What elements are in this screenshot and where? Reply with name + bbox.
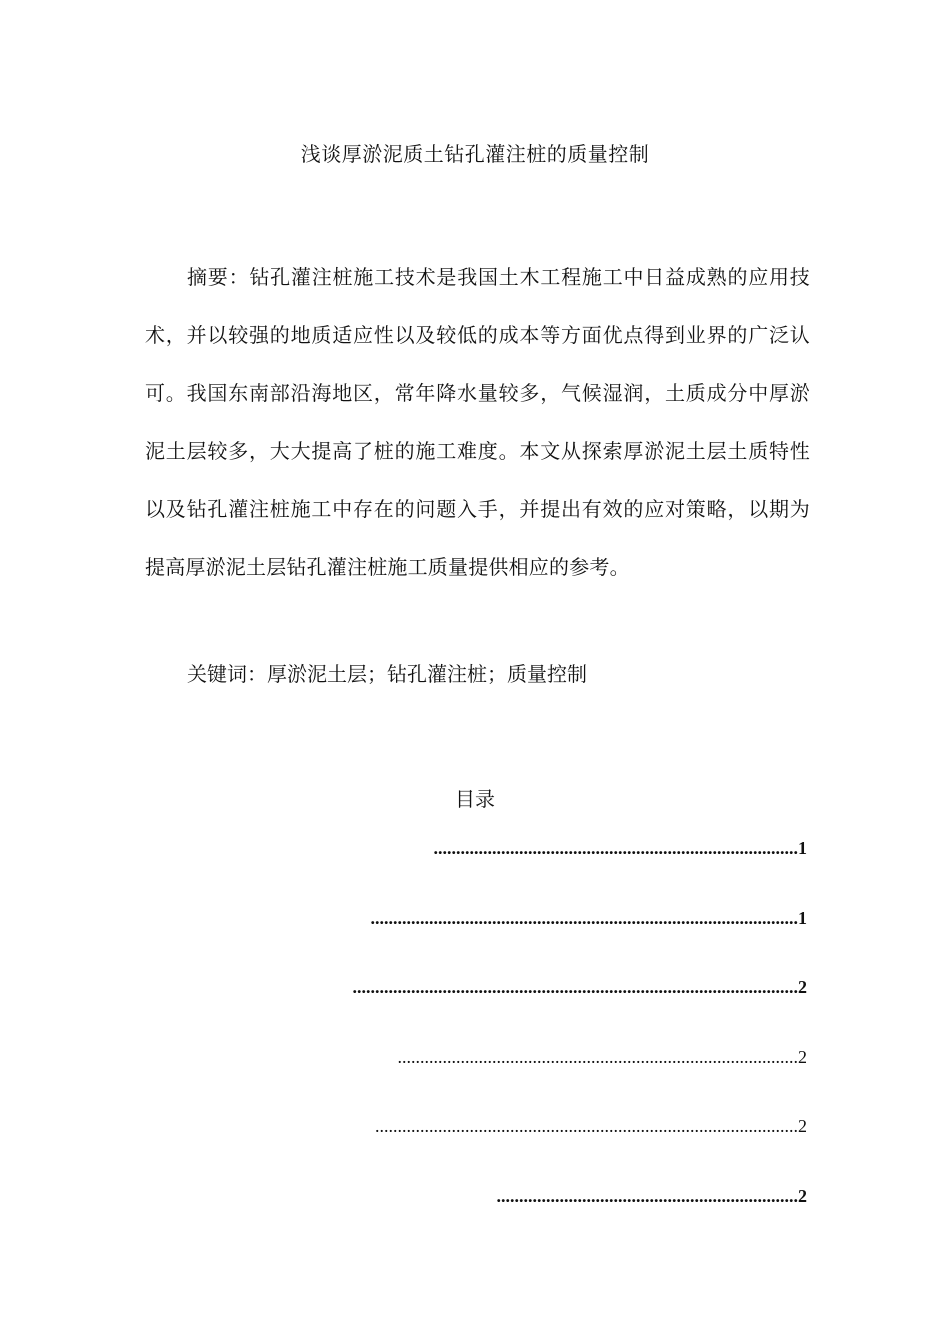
- toc-page-number: 2: [798, 1047, 807, 1067]
- toc-page-number: 1: [798, 838, 807, 858]
- toc-leader-dots: .................................................................................: [433, 838, 798, 858]
- toc-leader-dots: ..............................................................................................: [375, 1116, 798, 1136]
- toc-page-number: 2: [798, 977, 807, 997]
- toc-entry[interactable]: [478, 1184, 807, 1208]
- keywords-line: 关键词：厚淤泥土层；钻孔灌注桩；质量控制: [187, 662, 587, 686]
- toc-entry[interactable]: [322, 975, 807, 999]
- toc-page-number: 1: [798, 908, 807, 928]
- toc-leader-dots: ...............................................................................................: [370, 908, 798, 928]
- toc-leader-dots: ...................................................................: [496, 1186, 798, 1206]
- toc-entry[interactable]: [344, 906, 807, 930]
- toc-leader-dots: ...................................................................................................: [352, 977, 798, 997]
- toc-entry[interactable]: [349, 1114, 807, 1138]
- toc-heading: 目录: [455, 787, 495, 811]
- document-title: 浅谈厚淤泥质土钻孔灌注桩的质量控制: [300, 142, 650, 166]
- toc-entry[interactable]: [371, 1045, 807, 1069]
- toc-page-number: 2: [798, 1116, 807, 1136]
- abstract-paragraph: 摘要：钻孔灌注桩施工技术是我国土木工程施工中日益成熟的应用技术，并以较强的地质适应性以及较低的成本等方面优点得到业界的广泛认可。我国东南部沿海地区，常年降水量较多，气候湿润，土质成分中厚淤泥土层较多，大大提高了桩的施工难度。本文从探索厚淤泥土层土质特性以及钻孔灌注桩施工中存在的问题入手，并提出有效的应对策略，以期为提高厚淤泥土层钻孔灌注桩施工质量提供相应的参考。: [145, 265, 810, 579]
- toc-entry[interactable]: [412, 836, 807, 860]
- toc-leader-dots: .........................................................................................: [397, 1047, 798, 1067]
- toc-page-number: 2: [798, 1186, 807, 1206]
